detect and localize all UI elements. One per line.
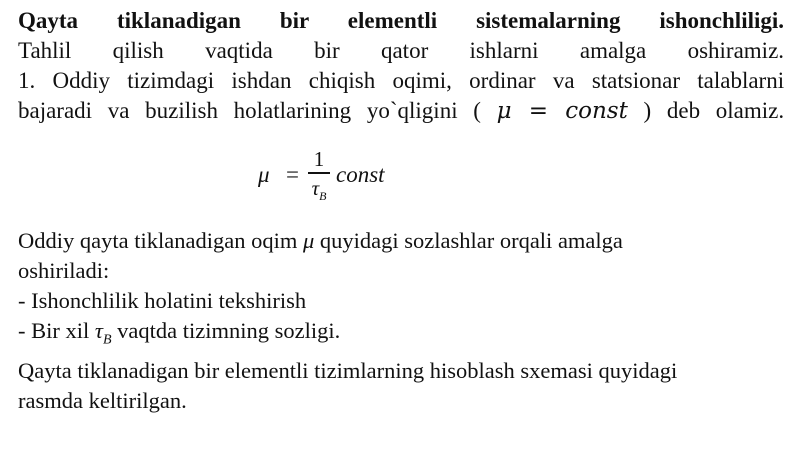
tau-symbol	[94, 318, 112, 348]
heading-word: sistemalarning	[476, 8, 621, 33]
item1-line1-word: oqimi,	[392, 68, 452, 93]
item1-line1-word: Oddiy	[52, 68, 111, 93]
heading	[18, 6, 784, 36]
paragraph-1-line-2: oshiriladi:	[18, 258, 110, 283]
intro-word: amalga	[579, 38, 647, 63]
denominator-symbol: τ	[311, 175, 320, 200]
item1-line1-word: 1.	[18, 68, 36, 93]
item1-line2-word: va	[107, 98, 130, 123]
formula-fraction	[308, 148, 330, 208]
item1-line1-word: ordinar	[469, 68, 536, 93]
tau-glyph: τ	[94, 318, 103, 343]
item1-line2-word: )	[643, 98, 652, 123]
item1-line2	[18, 96, 784, 126]
bullet-1: - Ishonchlilik holatini tekshirish	[18, 288, 307, 313]
bullet2-pre: - Bir xil	[18, 318, 95, 343]
formula-lhs: μ	[258, 162, 270, 187]
paragraph-1-line-1	[18, 226, 788, 256]
intro-word: ishlarni	[469, 38, 539, 63]
item1-line2-word: buzilish	[145, 98, 218, 123]
fraction-bar	[308, 172, 330, 174]
item1-line2-word: bajaradi	[18, 98, 93, 123]
item1-line2-word: holatlarining	[233, 98, 352, 123]
p1-text-post: quyidagi sozlashlar orqali amalga	[314, 228, 623, 253]
item1-line1-word: tizimdagi	[127, 68, 215, 93]
inline-formula: μ = const	[496, 98, 628, 124]
intro-word: qator	[380, 38, 429, 63]
intro-word: bir	[314, 38, 340, 63]
item1-line1	[18, 66, 784, 96]
formula-numerator: 1	[313, 147, 325, 171]
heading-word: bir	[279, 8, 309, 33]
denominator-subscript: B	[319, 188, 327, 203]
bullet-2	[18, 316, 788, 356]
formula-equals: =	[286, 162, 299, 187]
item1-line1-word: chiqish	[308, 68, 376, 93]
display-formula	[258, 148, 438, 208]
item1-line1-word: talablarni	[697, 68, 785, 93]
bullet2-post: vaqtda tizimning sozligi.	[111, 318, 341, 343]
item1-line1-word: ishdan	[231, 68, 292, 93]
item1-line1-word: va	[552, 68, 575, 93]
tau-subscript: B	[102, 332, 112, 348]
formula-rhs: const	[336, 162, 385, 187]
intro-word: vaqtida	[205, 38, 273, 63]
heading-word: Qayta	[18, 8, 79, 33]
document-page	[18, 6, 784, 126]
paragraph-2-line-1: Qayta tiklanadigan bir elementli tizimlarning hisoblash sxemasi quyidagi	[18, 357, 678, 383]
heading-word: ishonchliligi.	[659, 8, 784, 33]
body-text	[18, 226, 788, 416]
heading-word: elementli	[347, 8, 438, 33]
mu-symbol: μ	[302, 228, 315, 253]
p1-text-pre: Oddiy qayta tiklanadigan oqim	[18, 228, 303, 253]
intro-word: oshiramiz.	[687, 38, 785, 63]
intro-word: qilish	[112, 38, 164, 63]
heading-word: tiklanadigan	[116, 8, 241, 33]
intro-word: Tahlil	[18, 38, 72, 63]
paragraph-2-line-2: rasmda keltirilgan.	[18, 387, 187, 413]
item1-line2-word: yo`qligini	[366, 98, 458, 123]
item1-line1-word: statsionar	[591, 68, 680, 93]
formula-denominator	[308, 176, 330, 208]
item1-line2-word: deb	[666, 98, 701, 123]
item1-line2-word: (	[473, 98, 481, 123]
item1-line2-word: olamiz.	[715, 98, 785, 123]
intro-line	[18, 36, 784, 66]
